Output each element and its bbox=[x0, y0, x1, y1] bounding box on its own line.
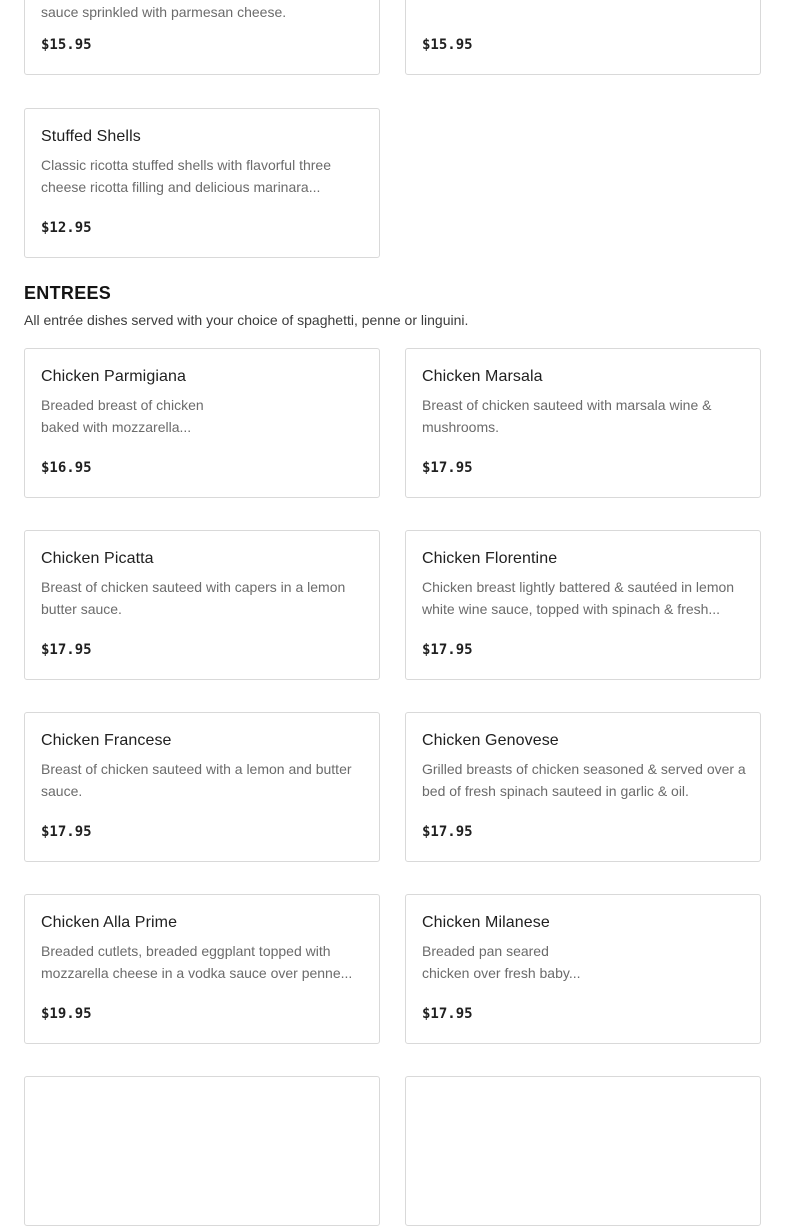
menu-item-card[interactable] bbox=[24, 894, 380, 1044]
item-name: Chicken Florentine bbox=[422, 550, 558, 567]
menu-item-card[interactable] bbox=[24, 1076, 380, 1226]
item-description: Breaded cutlets, breaded eggplant topped with mozzarella cheese in a vodka sauce over penne... bbox=[41, 943, 353, 981]
item-description: Classic ricotta stuffed shells with flavorful three cheese ricotta filling and delicious marinara... bbox=[41, 157, 331, 195]
item-name: Chicken Francese bbox=[41, 732, 172, 749]
item-name: Chicken Marsala bbox=[422, 368, 543, 385]
item-price: $17.95 bbox=[422, 824, 473, 840]
menu-item-card[interactable] bbox=[24, 0, 380, 75]
item-price: $15.95 bbox=[422, 37, 473, 53]
menu-item-card[interactable] bbox=[405, 530, 761, 680]
menu-item-card[interactable] bbox=[24, 530, 380, 680]
menu-item-card[interactable] bbox=[24, 348, 380, 498]
menu-item-card[interactable] bbox=[405, 1076, 761, 1226]
item-description: sauce sprinkled with parmesan cheese. bbox=[41, 4, 287, 20]
item-price: $16.95 bbox=[41, 460, 92, 476]
section-subtitle: All entrée dishes served with your choice of spaghetti, penne or linguini. bbox=[24, 312, 469, 328]
item-price: $19.95 bbox=[41, 1006, 92, 1022]
item-price: $17.95 bbox=[422, 1006, 473, 1022]
item-description: Breast of chicken sauteed with a lemon and butter sauce. bbox=[41, 761, 352, 799]
item-description: Breaded breast of chicken baked with mozzarella... bbox=[41, 397, 204, 435]
item-name: Chicken Alla Prime bbox=[41, 914, 178, 931]
item-name: Chicken Genovese bbox=[422, 732, 559, 749]
item-name: Chicken Picatta bbox=[41, 550, 154, 567]
item-description: Breast of chicken sauteed with capers in a lemon butter sauce. bbox=[41, 579, 346, 617]
item-price: $17.95 bbox=[422, 460, 473, 476]
item-price: $17.95 bbox=[422, 642, 473, 658]
section-title: ENTREES bbox=[24, 283, 112, 303]
item-description: Breast of chicken sauteed with marsala wine & mushrooms. bbox=[422, 397, 712, 435]
item-description: Breaded pan seared chicken over fresh baby... bbox=[422, 943, 581, 981]
item-price: $15.95 bbox=[41, 37, 92, 53]
menu-item-card[interactable] bbox=[405, 348, 761, 498]
menu-item-card[interactable] bbox=[24, 108, 380, 258]
menu-item-card[interactable] bbox=[405, 712, 761, 862]
item-price: $17.95 bbox=[41, 642, 92, 658]
item-description: Chicken breast lightly battered & sautéed in lemon white wine sauce, topped with spinach & fresh... bbox=[422, 579, 735, 617]
item-description: Grilled breasts of chicken seasoned & served over a bed of fresh spinach sauteed in garlic & oil. bbox=[422, 761, 746, 799]
item-price: $17.95 bbox=[41, 824, 92, 840]
item-name: Stuffed Shells bbox=[41, 128, 141, 145]
item-name: Chicken Milanese bbox=[422, 914, 550, 931]
item-price: $12.95 bbox=[41, 220, 92, 236]
menu-item-card[interactable] bbox=[405, 894, 761, 1044]
menu-item-card[interactable] bbox=[24, 712, 380, 862]
item-name: Chicken Parmigiana bbox=[41, 368, 186, 385]
menu-item-card[interactable] bbox=[405, 0, 761, 75]
